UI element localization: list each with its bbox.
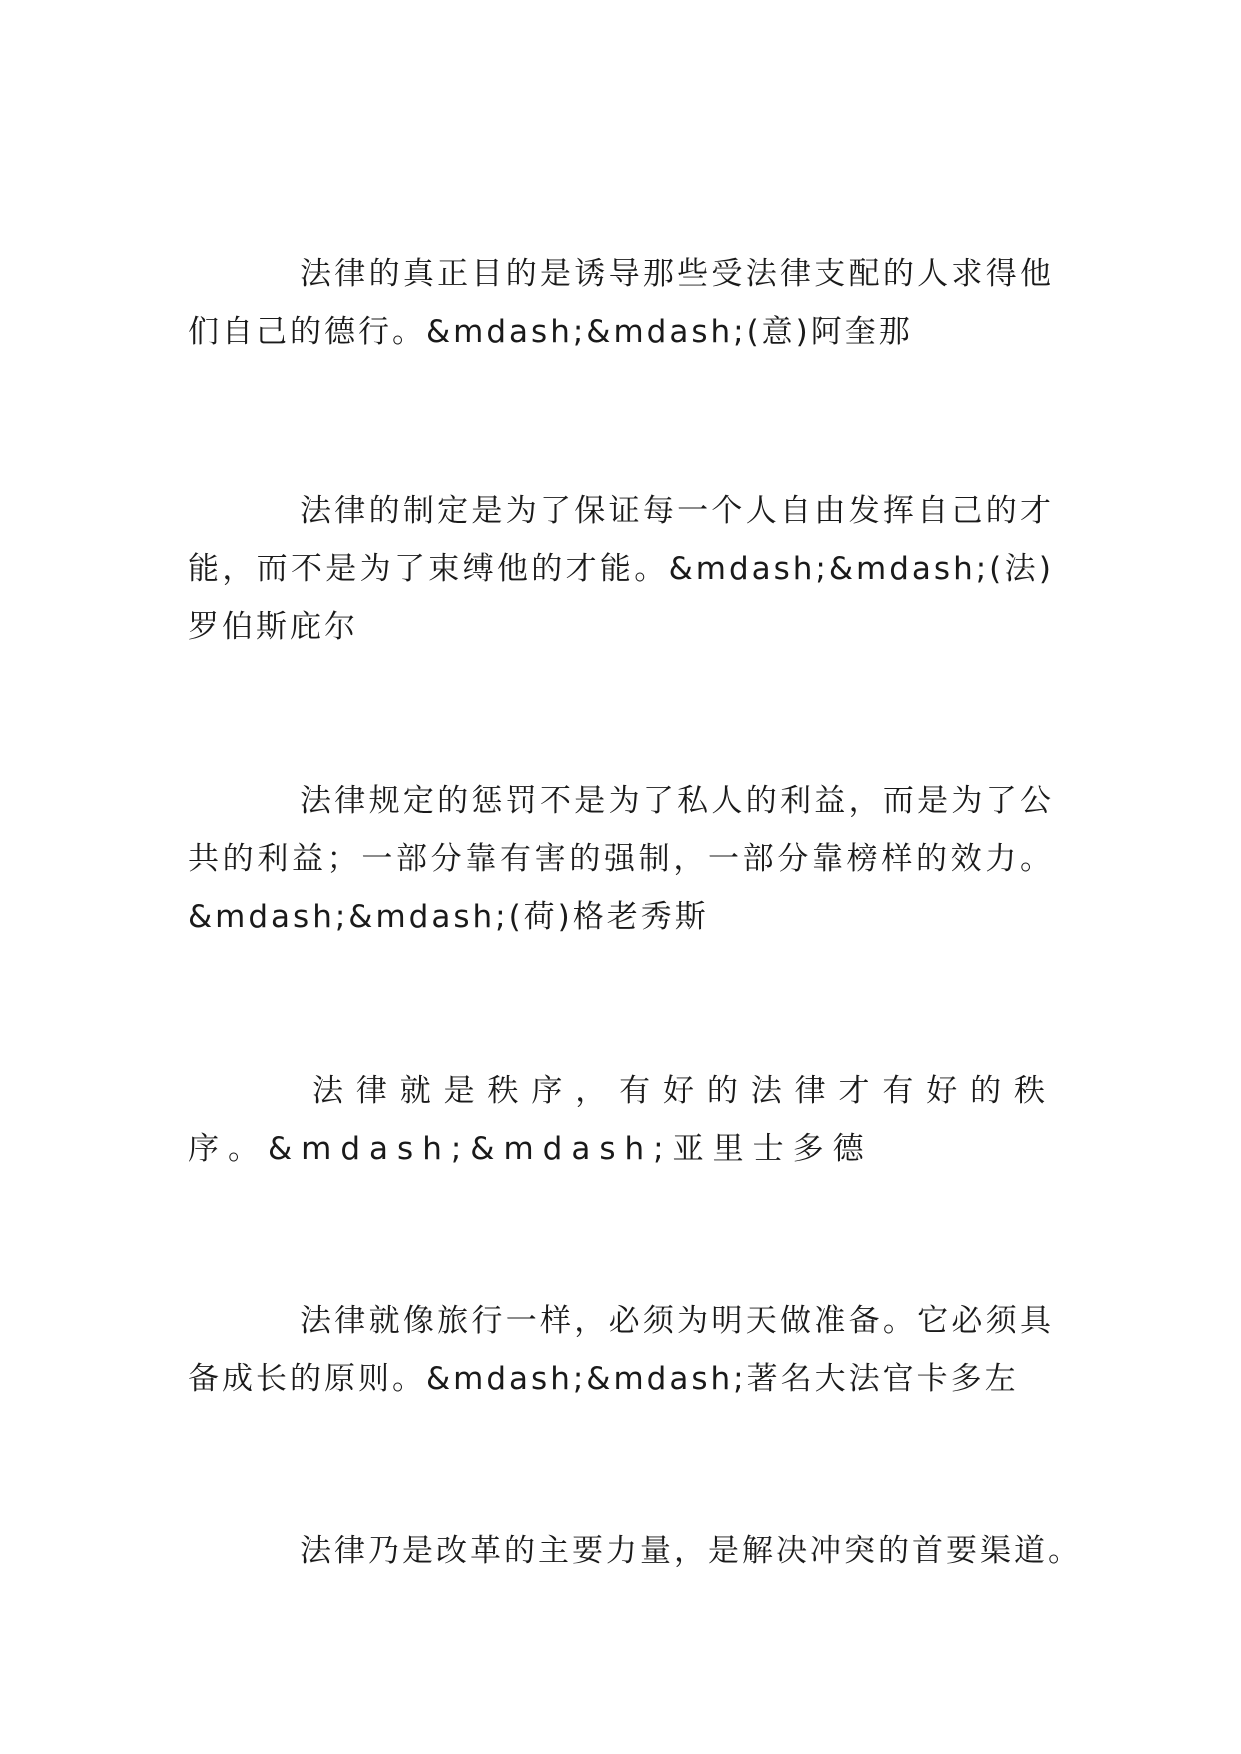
quote-paragraph: 法律就是秩序，有好的法律才有好的秩序。&mdash;&mdash;亚里士多德 [188,1073,1054,1167]
quote-paragraph: 法律的真正目的是诱导那些受法律支配的人求得他们自己的德行。&mdash;&mdash;(意)阿奎那 [188,256,1054,350]
quote-paragraph: 法律就像旅行一样，必须为明天做准备。它必须具备成长的原则。&mdash;&mdash;著名大法官卡多左 [188,1303,1054,1397]
quote-paragraph: 法律规定的惩罚不是为了私人的利益，而是为了公共的利益；一部分靠有害的强制，一部分靠榜样的效力。&mdash;&mdash;(荷)格老秀斯 [188,783,1054,935]
quote-paragraph: 法律乃是改革的主要力量，是解决冲突的首要渠道。 [300,1533,1082,1569]
quote-paragraph: 法律的制定是为了保证每一个人自由发挥自己的才能，而不是为了束缚他的才能。&mdash;&mdash;(法)罗伯斯庇尔 [188,493,1054,645]
